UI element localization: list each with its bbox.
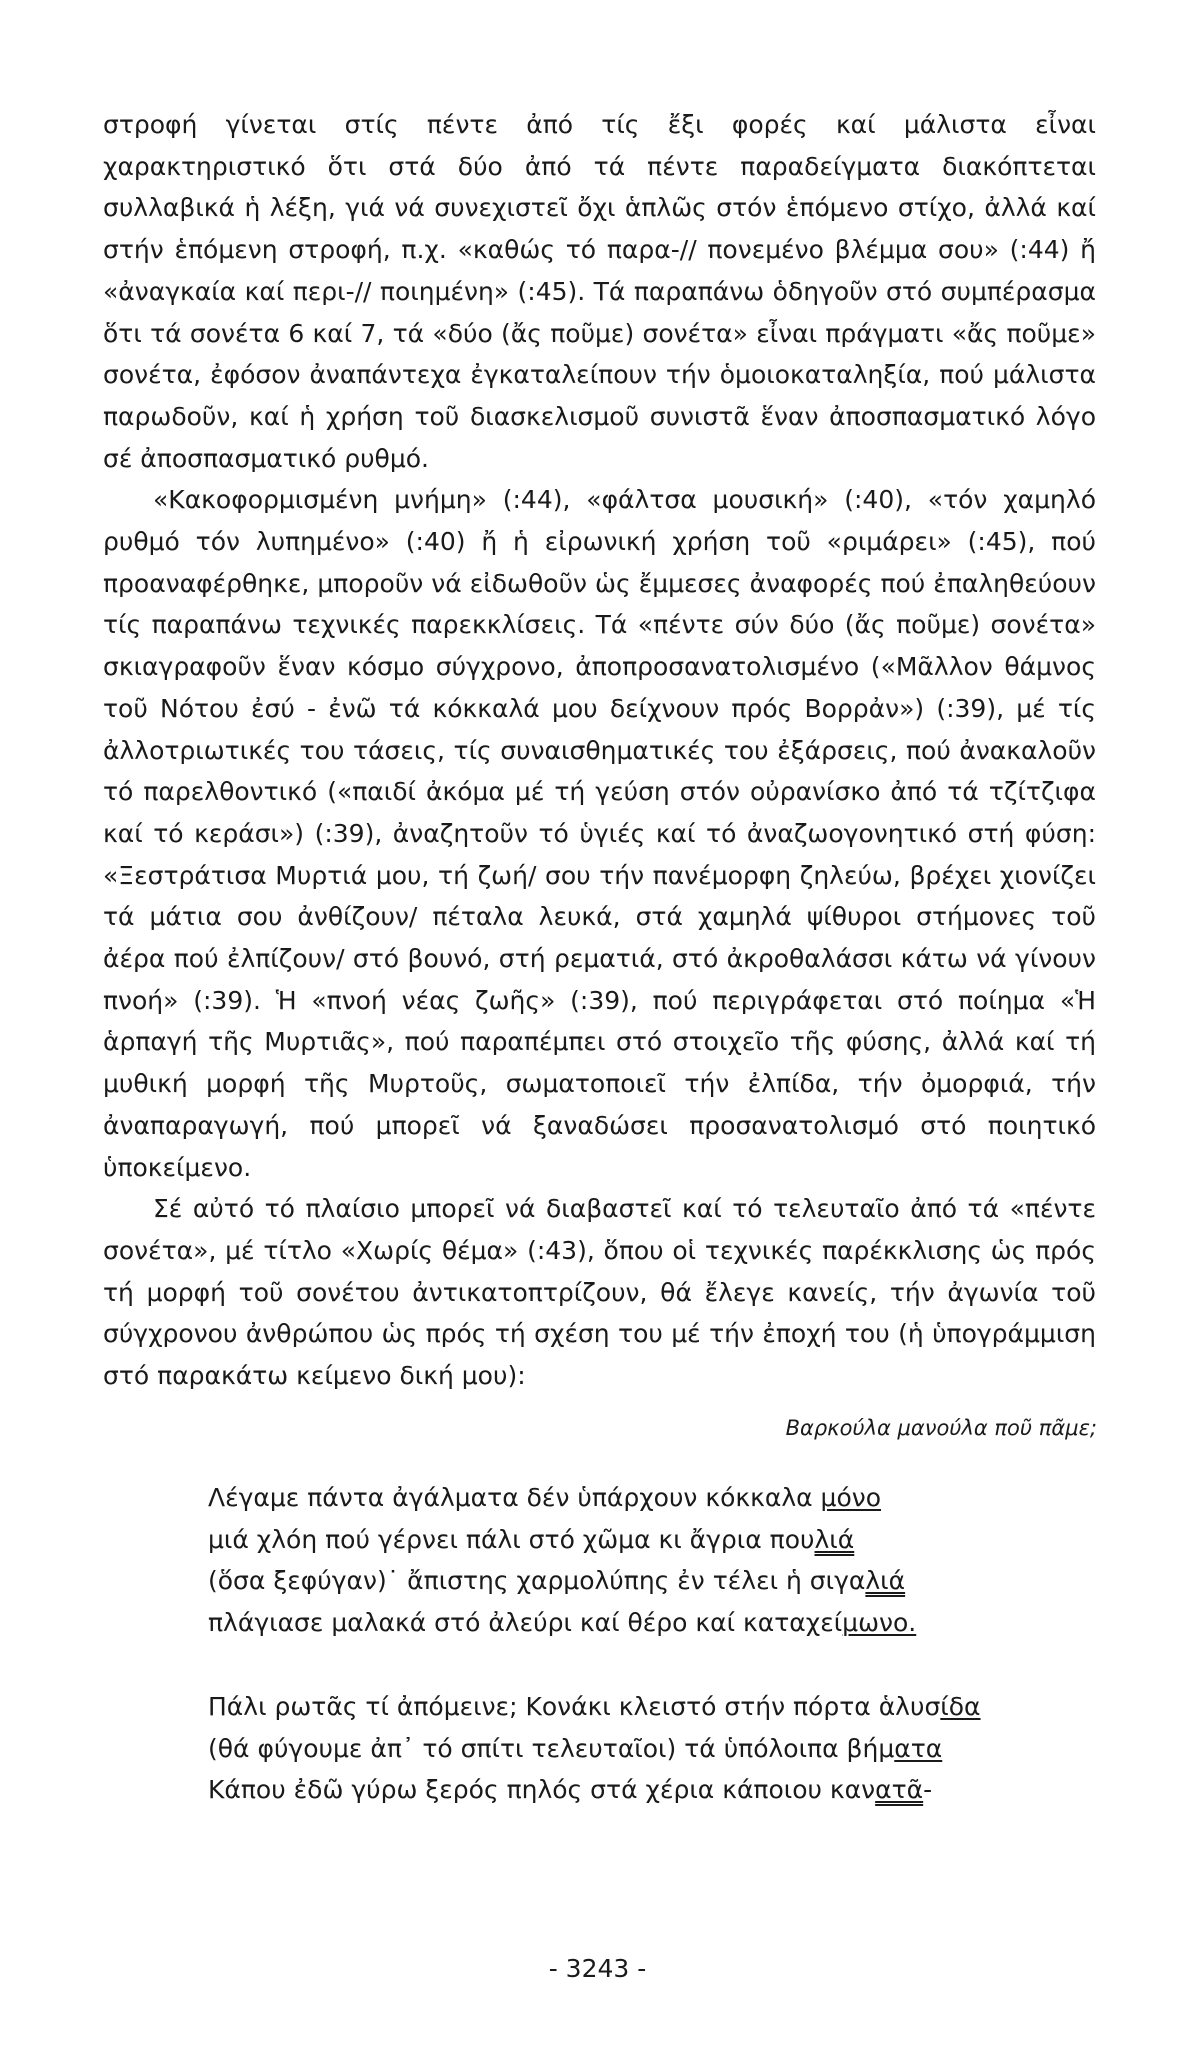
underlined-rhyme: ίδα [940, 1691, 981, 1721]
poem-line [208, 1728, 1088, 1770]
poem-line [208, 1519, 1088, 1561]
line-text: (θά φύγουμε ἀπ᾽ τό σπίτι τελευταῖοι) τά ὑπόλοιπα βήμ [208, 1733, 895, 1763]
underlined-rhyme: ατα [894, 1733, 943, 1763]
line-text: Λέγαμε πάντα ἀγάλματα δέν ὑπάρχουν κόκκαλα [208, 1483, 821, 1512]
paragraph-2: «Κακοφορμισμένη μνήμη» (:44), «φάλτσα μουσική» (:40), «τόν χαμηλό ρυθμό τόν λυπημένο» (:40) ἤ ἡ εἰρωνική χρήση τοῦ «ριμάρει» (:45), πού προαναφέρθηκε, μποροῦν νά εἰδωθοῦν ὡς ἔμμεσες ἀναφορές πού ἐπαληθεύουν τίς παραπάνω τεχνικές παρεκκλίσεις. Τά «πέντε σύν δύο (ἄς ποῦμε) σονέτα» σκιαγραφοῦν ἕναν κόσμο σύγχρονο, ἀποπροσανατολισμένο («Μᾶλλον θάμνος τοῦ Νότου ἐσύ - ἐνῶ τά κόκκαλά μου δείχνουν πρός Βορρἀν») (:39), μέ τίς ἀλλοτριωτικές του τάσεις, τίς συναισθηματικές του ἐξάρσεις, πού ἀνακαλοῦν τό παρελθοντικό («παιδί ἀκόμα μέ τή γεύση στόν οὐρανίσκο ἀπό τά τζίτζιφα καί τό κεράσι») (:39), ἀναζητοῦν τό ὑγιές καί τό ἀναζωογονητικό στή φύση: «Ξεστράτισα Μυρτιά μου, τή ζωή/ σου τήν πανέμορφη ζηλεύω, βρέχει χιονίζει τά μάτια σου ἀνθίζουν/ πέταλα λευκά, στά χαμηλά ψίθυροι στήμονες τοῦ ἀέρα πού ἐλπίζουν/ στό βουνό, στή ρεματιά, στό ἀκροθαλάσσι κάτω νά γίνουν πνοή» (:39). Ἡ «πνοή νέας ζωῆς» (:39), πού περιγράφεται στό ποίημα «Ἡ ἁρπαγή τῆς Μυρτιᾶς», πού παραπέμπει στό στοιχεῖο τῆς φύσης, ἀλλά καί τή μυθική μορφή τῆς Μυρτοῦς, σωματοποιεῖ τήν ἐλπίδα, τήν ὀμορφιά, τήν ἀναπαραγωγή, πού μπορεῖ νά ξαναδώσει προσανατολισμό στό ποιητικό ὑποκείμενο. [103, 485, 1096, 1182]
poem-stanza-2 [208, 1686, 1088, 1811]
poem-line [208, 1602, 1088, 1644]
poem-line [208, 1560, 1088, 1602]
double-underlined-rhyme: λιά [814, 1524, 855, 1554]
underlined-rhyme: μωνο. [842, 1608, 917, 1638]
line-text: πλάγιασε μαλακά στό ἀλεύρι καί θέρο καί καταχεί [208, 1608, 843, 1638]
quoted-poem [208, 1477, 1088, 1853]
double-underlined-rhyme: ατᾶ [875, 1775, 924, 1805]
poem-line [208, 1686, 1088, 1728]
poem-epigraph: Βαρκούλα μανούλα ποῦ πᾶμε; [785, 1416, 1097, 1440]
line-text: (ὅσα ξεφύγαν)˙ ἄπιστης χαρμολύπης ἐν τέλει ἡ σιγα [208, 1566, 866, 1596]
line-text: μιά χλόη πού γέρνει πάλι στό χῶμα κι ἄγρια που [208, 1524, 815, 1554]
poem-line [208, 1477, 1088, 1519]
line-hyphen: - [923, 1775, 933, 1805]
line-text: Κάπου ἐδῶ γύρω ξερός πηλός στά χέρια κάποιου καν [208, 1775, 876, 1805]
poem-stanza-1 [208, 1477, 1088, 1644]
underlined-rhyme: μόνο [820, 1483, 882, 1512]
line-text: Πάλι ρωτᾶς τί ἀπόμεινε; Κονάκι κλειστό στήν πόρτα ἁλυσ [208, 1691, 941, 1721]
paragraph-3: Σέ αὐτό τό πλαίσιο μπορεῖ νά διαβαστεῖ καί τό τελευταῖο ἀπό τά «πέντε σονέτα», μέ τίτλο «Χωρίς θέμα» (:43), ὅπου οἱ τεχνικές παρέκκλισης ὡς πρός τή μορφή τοῦ σονέτου ἀντικατοπτρίζουν, θά ἔλεγε κανείς, τήν ἀγωνία τοῦ σύγχρονου ἀνθρώπου ὡς πρός τή σχέση του μέ τήν ἐποχή του (ἡ ὑπογράμμιση στό παρακάτω κείμενο δική μου): [103, 1194, 1096, 1391]
page-number: - 3243 - [548, 1954, 647, 1983]
double-underlined-rhyme: λιά [865, 1566, 906, 1596]
poem-line [208, 1769, 1088, 1811]
paragraph-1: στροφή γίνεται στίς πέντε ἀπό τίς ἔξι φορές καί μάλιστα εἶναι χαρακτηριστικό ὅτι στά δύο ἀπό τά πέντε παραδείγματα διακόπτεται συλλαβικά ἡ λέξη, γιά νά συνεχιστεῖ ὄχι ἁπλῶς στόν ἑπόμενο στίχο, ἀλλά καί στήν ἑπόμενη στροφή, π.χ. «καθώς τό παρα-// πονεμένο βλέμμα σου» (:44) ἤ «ἀναγκαία καί περι-// ποιημένη» (:45). Τά παραπάνω ὁδηγοῦν στό συμπέρασμα ὅτι τά σονέτα 6 καί 7, τά «δύο (ἄς ποῦμε) σονέτα» εἶναι πράγματι «ἄς ποῦμε» σονέτα, ἐφόσον ἀναπάντεχα ἐγκαταλείπουν τήν ὁμοιοκαταληξία, πού μάλιστα παρωδοῦν, καί ἡ χρήση τοῦ διασκελισμοῦ συνιστᾶ ἕναν ἀποσπασματικό λόγο σέ ἀποσπασματικό ρυθμό. [103, 110, 1096, 473]
body-text [103, 104, 1096, 1397]
